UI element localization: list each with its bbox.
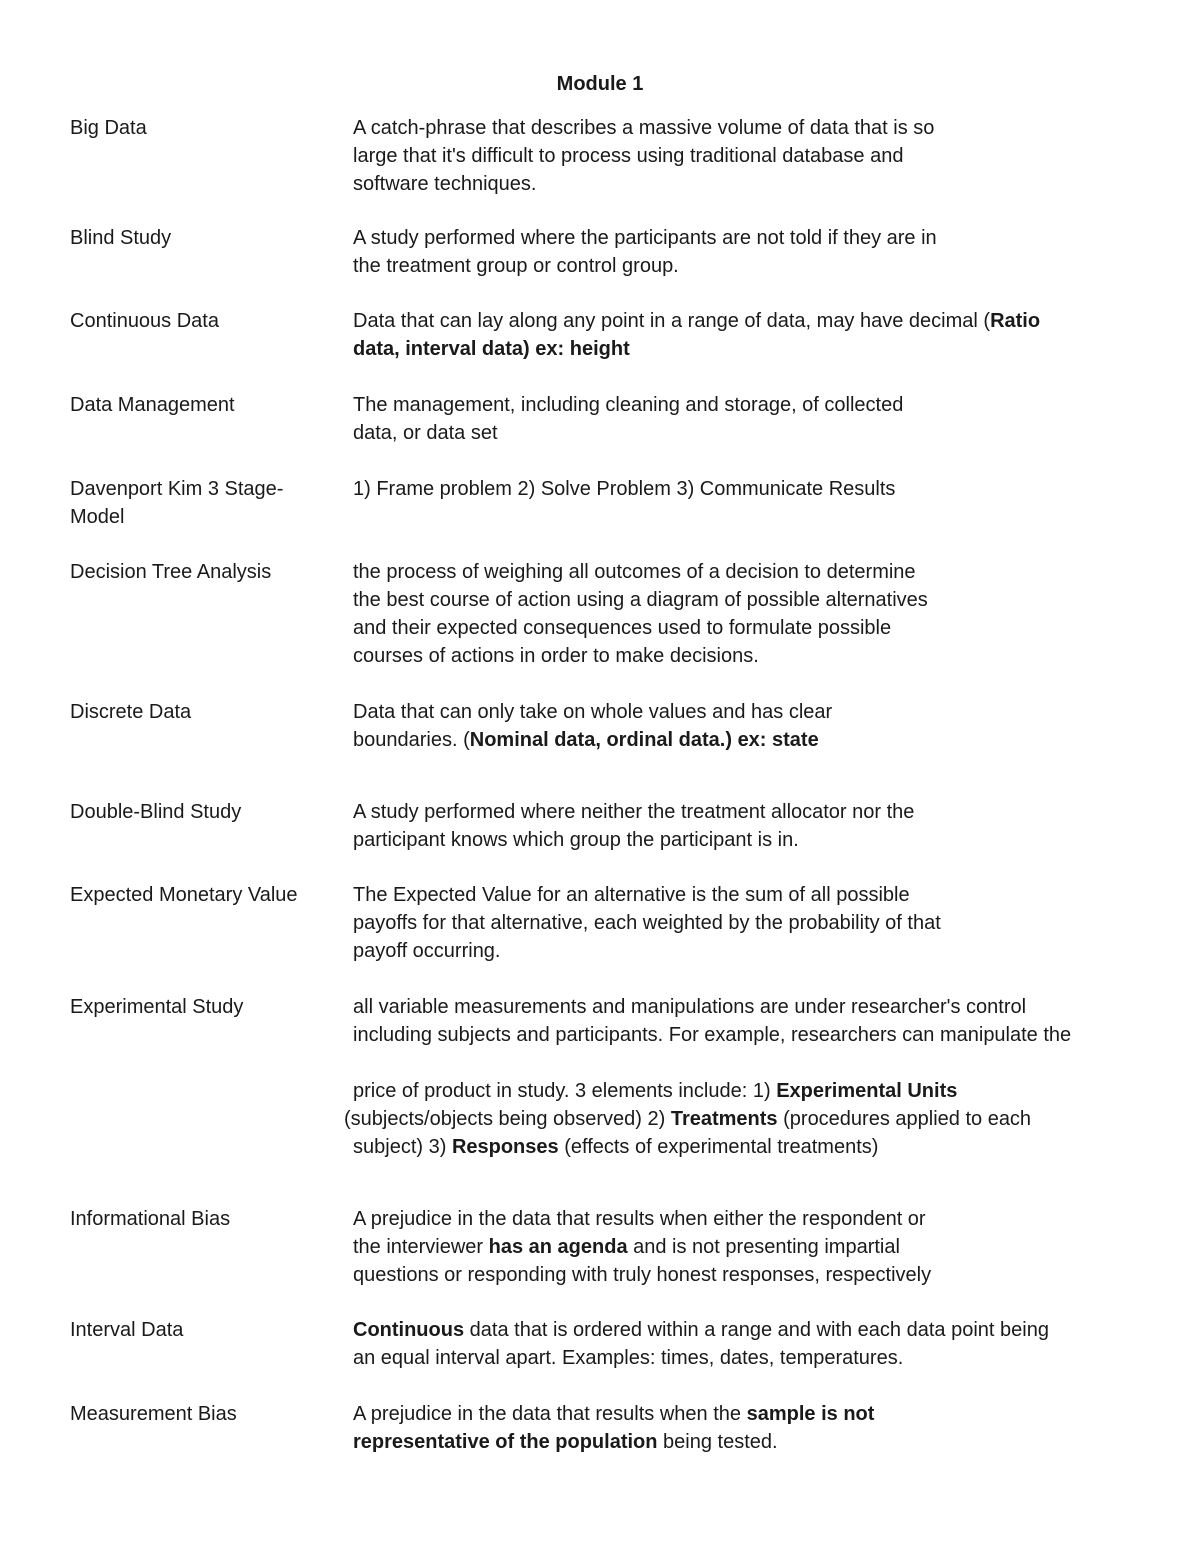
definition-text: courses of actions in order to make decisions.	[353, 645, 759, 667]
glossary-term: Blind Study	[70, 227, 172, 249]
definition-text: questions or responding with truly honest responses, respectively	[353, 1264, 932, 1286]
definition-line	[353, 1021, 1071, 1049]
definition-text: data that is ordered within a range and with each data point being	[464, 1319, 1049, 1341]
definition-line	[353, 224, 937, 252]
glossary-term: Data Management	[70, 394, 235, 416]
definition-line	[353, 937, 501, 965]
definition-line	[353, 1428, 778, 1456]
definition-text: the best course of action using a diagram of possible alternatives	[353, 589, 928, 611]
glossary-term: Davenport Kim 3 Stage- Model	[70, 478, 284, 528]
definition-text: subject) 3)	[353, 1136, 452, 1158]
definition-line	[353, 909, 941, 937]
definition-text: software techniques.	[353, 173, 537, 195]
definition-text: (procedures applied to each	[777, 1108, 1032, 1130]
definition-line	[353, 335, 630, 363]
definition-bold-text: has an agenda	[488, 1236, 628, 1258]
definition-line	[353, 642, 759, 670]
definition-line	[353, 142, 903, 170]
definition-text: price of product in study. 3 elements include: 1)	[353, 1080, 777, 1102]
definition-text: The Expected Value for an alternative is the sum of all possible	[353, 884, 910, 906]
definition-line	[353, 1344, 903, 1372]
definition-line	[344, 1105, 1031, 1133]
definition-text: (effects of experimental treatments)	[558, 1136, 879, 1158]
definition-line	[353, 1233, 900, 1261]
definition-line	[353, 170, 536, 198]
glossary-term: Expected Monetary Value	[70, 884, 298, 906]
definition-bold-text: Treatments	[670, 1108, 778, 1130]
definition-bold-text: sample is not	[746, 1403, 875, 1425]
definition-line	[353, 1133, 878, 1161]
definition-line	[353, 798, 914, 826]
definition-line	[353, 475, 895, 503]
definition-line	[353, 1205, 926, 1233]
definition-line	[353, 1261, 931, 1289]
definition-line	[353, 114, 934, 142]
definition-text: The management, including cleaning and storage, of collected	[353, 394, 904, 416]
glossary-term: Big Data	[70, 117, 147, 139]
definition-line	[353, 698, 832, 726]
definition-text: A catch-phrase that describes a massive volume of data that is so	[353, 117, 935, 139]
definition-text: the process of weighing all outcomes of a decision to determine	[353, 561, 916, 583]
definition-text: participant knows which group the participant is in.	[353, 829, 799, 851]
definition-line	[353, 1077, 957, 1105]
definition-bold-text: Nominal data, ordinal data.) ex: state	[469, 729, 819, 751]
glossary-term: Informational Bias	[70, 1208, 231, 1230]
glossary-term: Experimental Study	[70, 996, 244, 1018]
definition-line	[353, 252, 679, 280]
definition-text: Data that can lay along any point in a range of data, may have decimal (	[353, 310, 991, 332]
definition-bold-text: data, interval data) ex: height	[353, 338, 630, 360]
definition-bold-text: representative of the population	[353, 1431, 658, 1453]
definition-line	[353, 726, 819, 754]
definition-text: A prejudice in the data that results when either the respondent or	[353, 1208, 926, 1230]
definition-text: large that it's difficult to process using traditional database and	[353, 145, 904, 167]
definition-text: being tested.	[657, 1431, 778, 1453]
definition-text: and their expected consequences used to formulate possible	[353, 617, 892, 639]
definition-line	[353, 614, 891, 642]
definition-line	[353, 419, 498, 447]
glossary-term: Double-Blind Study	[70, 801, 242, 823]
definition-text: 1) Frame problem 2) Solve Problem 3) Communicate Results	[353, 478, 896, 500]
definition-text: the interviewer	[353, 1236, 489, 1258]
glossary-term: Decision Tree Analysis	[70, 561, 272, 583]
definition-line	[353, 1316, 1049, 1344]
definition-text: the treatment group or control group.	[353, 255, 679, 277]
definition-bold-text: Experimental Units	[776, 1080, 958, 1102]
definition-bold-text: Continuous	[353, 1319, 465, 1341]
glossary-term: Discrete Data	[70, 701, 192, 723]
definition-text: including subjects and participants. For example, researchers can manipulate the	[353, 1024, 1072, 1046]
glossary-term: Measurement Bias	[70, 1403, 237, 1425]
definition-line	[353, 558, 916, 586]
definition-text: an equal interval apart. Examples: times, dates, temperatures.	[353, 1347, 904, 1369]
definition-line	[353, 586, 928, 614]
definition-text: all variable measurements and manipulations are under researcher's control	[353, 996, 1027, 1018]
definition-text: payoffs for that alternative, each weighted by the probability of that	[353, 912, 941, 934]
definition-text: and is not presenting impartial	[627, 1236, 900, 1258]
definition-text: (subjects/objects being observed) 2)	[344, 1108, 671, 1130]
glossary-term: Continuous Data	[70, 310, 219, 332]
page-title: Module 1	[556, 73, 644, 95]
glossary-term: Interval Data	[70, 1319, 184, 1341]
definition-line	[353, 391, 903, 419]
definition-text: A prejudice in the data that results when the	[353, 1403, 747, 1425]
definition-bold-text: Responses	[451, 1136, 559, 1158]
definition-text: A study performed where neither the treatment allocator nor the	[353, 801, 915, 823]
definition-line	[353, 826, 799, 854]
definition-line	[353, 1400, 874, 1428]
definition-text: payoff occurring.	[353, 940, 501, 962]
definition-line	[353, 307, 1040, 335]
definition-text: A study performed where the participants are not told if they are in	[353, 227, 937, 249]
definition-line	[353, 881, 910, 909]
definition-text: boundaries. (	[353, 729, 470, 751]
definition-text: data, or data set	[353, 422, 498, 444]
definition-bold-text: Ratio	[990, 310, 1041, 332]
definition-line	[353, 993, 1026, 1021]
definition-text: Data that can only take on whole values and has clear	[353, 701, 833, 723]
